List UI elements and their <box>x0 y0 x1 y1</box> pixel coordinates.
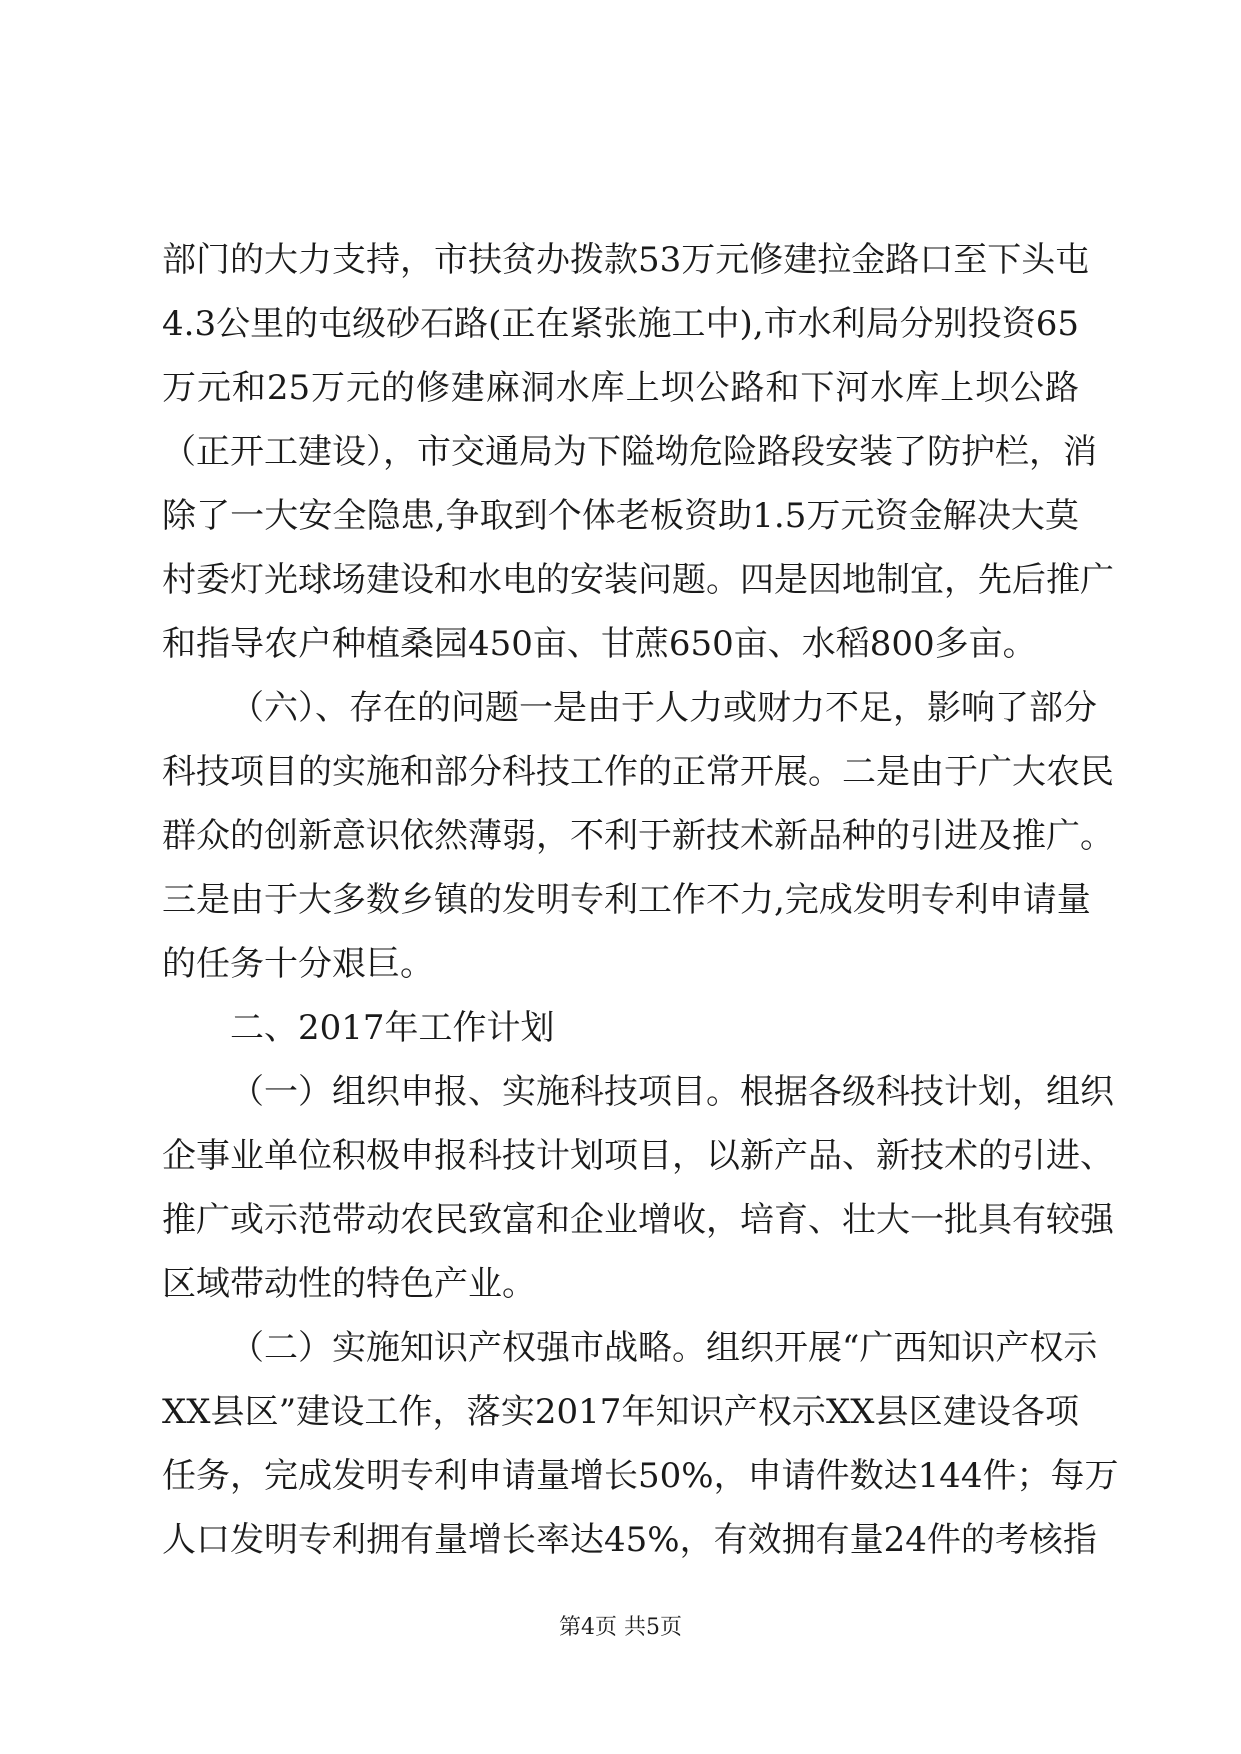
page-number: 第4页 共5页 <box>559 1615 682 1640</box>
text-line: 除了一大安全隐患,争取到个体老板资助1.5万元资金解决大莫 <box>162 496 1079 536</box>
text-line: （二）实施知识产权强市战略。组织开展“广西知识产权示 <box>230 1328 1098 1368</box>
text-line: 三是由于大多数乡镇的发明专利工作不力,完成发明专利申请量 <box>162 880 1091 920</box>
text-line: 的任务十分艰巨。 <box>162 944 434 984</box>
text-line: 群众的创新意识依然薄弱，不利于新技术新品种的引进及推广。 <box>162 816 1114 856</box>
page-footer <box>0 1610 1241 1641</box>
text-line: 区域带动性的特色产业。 <box>162 1264 536 1304</box>
text-line: 村委灯光球场建设和水电的安装问题。四是因地制宜，先后推广 <box>162 560 1114 600</box>
text-line: 推广或示范带动农民致富和企业增收，培育、壮大一批具有较强 <box>162 1200 1114 1240</box>
text-line: XX县区”建设工作，落实2017年知识产权示XX县区建设各项 <box>162 1392 1079 1432</box>
document-body <box>162 228 1119 1572</box>
text-line: 人口发明专利拥有量增长率达45%，有效拥有量24件的考核指 <box>162 1520 1097 1560</box>
text-line: 科技项目的实施和部分科技工作的正常开展。二是由于广大农民 <box>162 752 1114 792</box>
section-heading: 二、2017年工作计划 <box>230 1008 555 1048</box>
text-line: 部门的大力支持，市扶贫办拨款53万元修建拉金路口至下头屯 <box>162 240 1090 280</box>
text-line: 4.3公里的屯级砂石路(正在紧张施工中),市水利局分别投资65 <box>162 304 1079 344</box>
text-line: （正开工建设），市交通局为下隘坳危险路段安装了防护栏，消 <box>162 432 1097 472</box>
text-line: （六）、存在的问题一是由于人力或财力不足，影响了部分 <box>230 688 1097 728</box>
text-line: （一）组织申报、实施科技项目。根据各级科技计划，组织 <box>230 1072 1114 1112</box>
text-line: 企事业单位积极申报科技计划项目，以新产品、新技术的引进、 <box>162 1136 1114 1176</box>
text-line: 和指导农户种植桑园450亩、甘蔗650亩、水稻800多亩。 <box>162 624 1037 664</box>
text-line: 任务，完成发明专利申请量增长50%，申请件数达144件；每万 <box>162 1456 1119 1496</box>
text-line: 万元和25万元的修建麻洞水库上坝公路和下河水库上坝公路 <box>162 368 1079 408</box>
